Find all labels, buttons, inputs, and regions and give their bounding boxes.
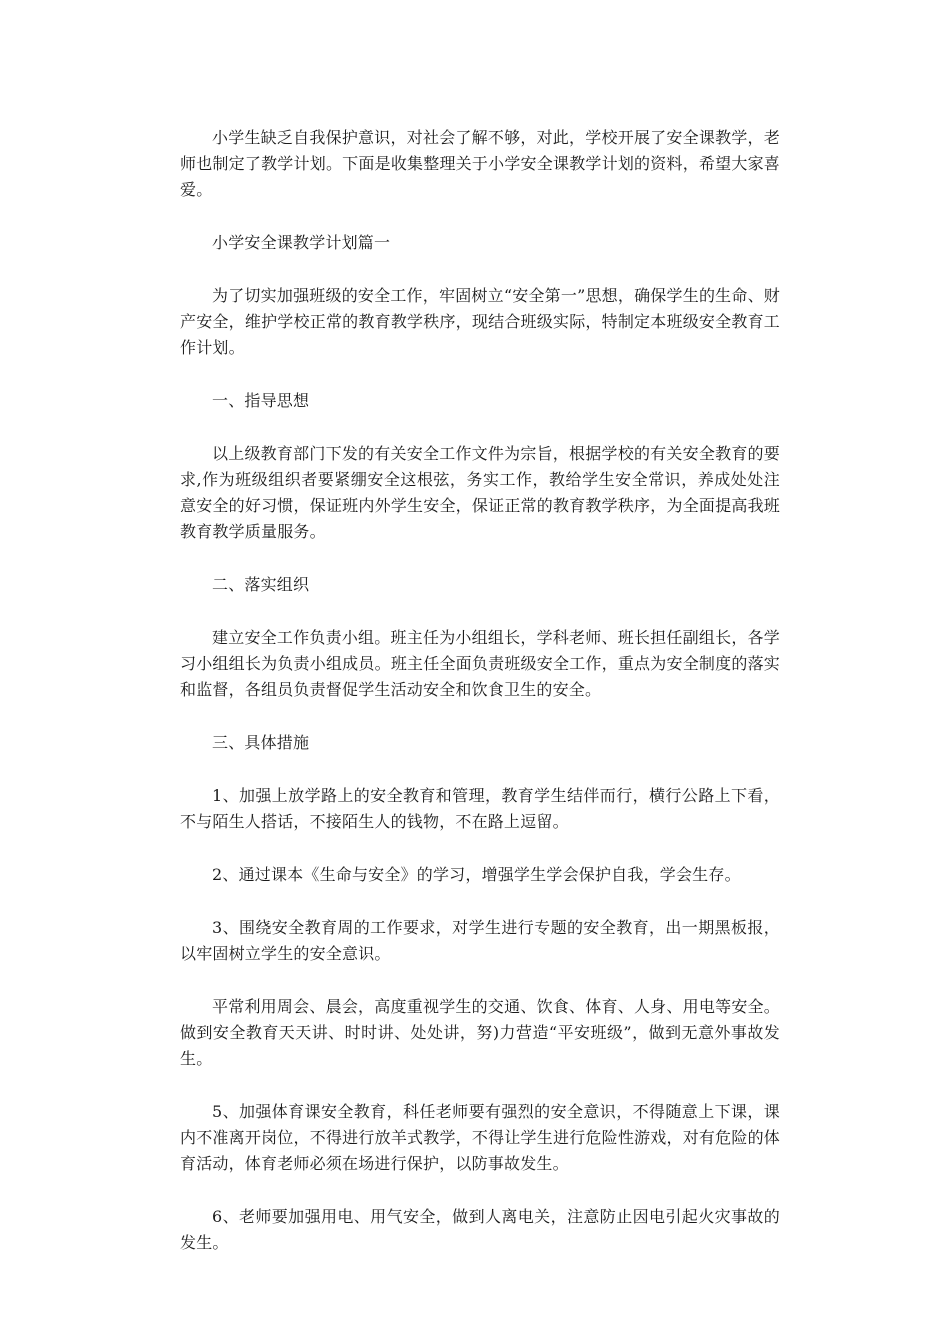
purpose-paragraph: 为了切实加强班级的安全工作，牢固树立“安全第一”思想，确保学生的生命、财产安全，维护学校正常的教育教学秩序，现结合班级实际，特制定本班级安全教育工作计划。 (180, 286, 780, 357)
organization-paragraph: 建立安全工作负责小组。班主任为小组组长，学科老师、班长担任副组长，各学习小组组长为负责小组成员。班主任全面负责班级安全工作，重点为安全制度的落实和监督，各组员负责督促学生活动安全和饮食卫生的安全。 (180, 628, 780, 699)
section-title: 小学安全课教学计划篇一 (212, 233, 391, 252)
intro-paragraph: 小学生缺乏自我保护意识，对社会了解不够，对此，学校开展了安全课教学，老师也制定了教学计划。下面是收集整理关于小学安全课教学计划的资料，希望大家喜爱。 (180, 128, 780, 199)
measure-item-2: 2、通过课本《生命与安全》的学习，增强学生学会保护自我，学会生存。 (212, 865, 741, 884)
heading-measures: 三、具体措施 (212, 733, 310, 752)
measure-item-4: 平常利用周会、晨会，高度重视学生的交通、饮食、体育、人身、用电等安全。做到安全教育天天讲、时时讲、处处讲，努)力营造“平安班级”，做到无意外事故发生。 (180, 997, 780, 1068)
heading-guiding-thought: 一、指导思想 (212, 391, 310, 410)
guiding-thought-paragraph: 以上级教育部门下发的有关安全工作文件为宗旨，根据学校的有关安全教育的要求,作为班级组织者要紧绷安全这根弦，务实工作，教给学生安全常识，养成处处注意安全的好习惯，保证班内外学生安全，保证正常的教育教学秩序，为全面提高我班教育教学质量服务。 (180, 444, 780, 541)
heading-organization: 二、落实组织 (212, 575, 310, 594)
document-body (180, 125, 780, 1283)
measure-item-3: 3、围绕安全教育周的工作要求，对学生进行专题的安全教育，出一期黑板报，以牢固树立学生的安全意识。 (180, 918, 780, 963)
measure-item-5: 5、加强体育课安全教育，科任老师要有强烈的安全意识，不得随意上下课，课内不准离开岗位，不得进行放羊式教学，不得让学生进行危险性游戏，对有危险的体育活动，体育老师必须在场进行保护，以防事故发生。 (180, 1102, 780, 1173)
measure-item-6: 6、老师要加强用电、用气安全，做到人离电关，注意防止因电引起火灾事故的发生。 (180, 1207, 780, 1252)
measure-item-1: 1、加强上放学路上的安全教育和管理，教育学生结伴而行，横行公路上下看，不与陌生人搭话，不接陌生人的钱物，不在路上逗留。 (180, 786, 780, 831)
